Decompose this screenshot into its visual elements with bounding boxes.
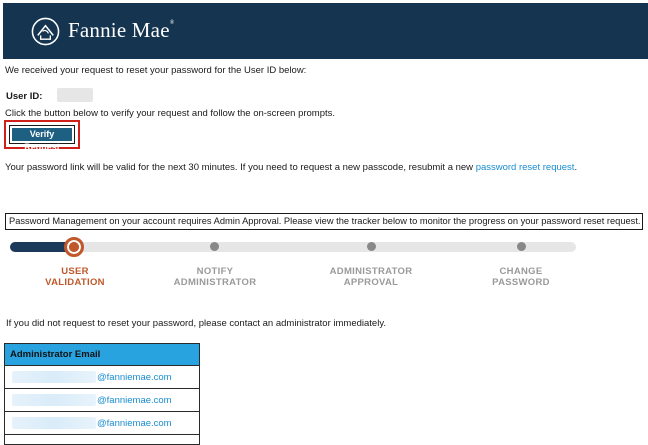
step-user-validation-marker <box>64 237 84 257</box>
verify-request-label: Verify Request <box>12 128 72 141</box>
redacted-name <box>12 394 96 406</box>
verify-button-highlight <box>4 120 80 152</box>
step-change-password-marker <box>517 242 526 251</box>
validity-period: . <box>574 162 578 173</box>
table-row <box>5 366 200 389</box>
header-banner <box>3 3 648 59</box>
verify-request-button[interactable] <box>9 125 75 152</box>
validity-text <box>5 162 577 173</box>
table-row <box>5 389 200 412</box>
intro-text: We received your request to reset your password for the User ID below: <box>5 65 307 76</box>
step-change-password-label: CHANGE PASSWORD <box>492 266 550 288</box>
redacted-name <box>12 371 96 383</box>
step-administrator-approval-marker <box>367 242 376 251</box>
table-row <box>5 412 200 435</box>
progress-track <box>10 242 576 252</box>
step-notify-administrator-marker <box>210 242 219 251</box>
step-user-validation-label: USER VALIDATION <box>45 266 105 288</box>
brand-name: Fannie Mae® <box>68 18 175 42</box>
user-id-value <box>57 88 93 102</box>
table-row <box>5 435 200 445</box>
admin-email-link[interactable]: @fanniemae.com <box>97 371 172 383</box>
instruction-text: Click the button below to verify your request and follow the on-screen prompts. <box>5 108 336 119</box>
admin-email-link[interactable]: @fanniemae.com <box>97 417 172 429</box>
admin-table-header: Administrator Email <box>5 344 200 366</box>
validity-message: Your password link will be valid for the next 30 minutes. If you need to request a new passcode, resubmit a new <box>5 162 474 173</box>
redacted-name <box>12 417 96 429</box>
fannie-mae-house-logo-icon <box>31 17 60 46</box>
step-administrator-approval-label: ADMINISTRATOR APPROVAL <box>329 266 413 288</box>
password-reset-request-link[interactable]: password reset request <box>475 162 575 173</box>
tracker-notice: Password Management on your account requires Admin Approval. Please view the tracker below to monitor the progress on your password reset request. <box>9 216 641 226</box>
tracker-notice-box <box>5 213 643 230</box>
administrator-email-table <box>4 343 200 445</box>
step-notify-administrator-label: NOTIFY ADMINISTRATOR <box>173 266 257 288</box>
footer-note: If you did not request to reset your password, please contact an administrator immediately. <box>6 318 387 329</box>
user-id-label: User ID: <box>6 91 43 102</box>
admin-email-link[interactable]: @fanniemae.com <box>97 394 172 406</box>
